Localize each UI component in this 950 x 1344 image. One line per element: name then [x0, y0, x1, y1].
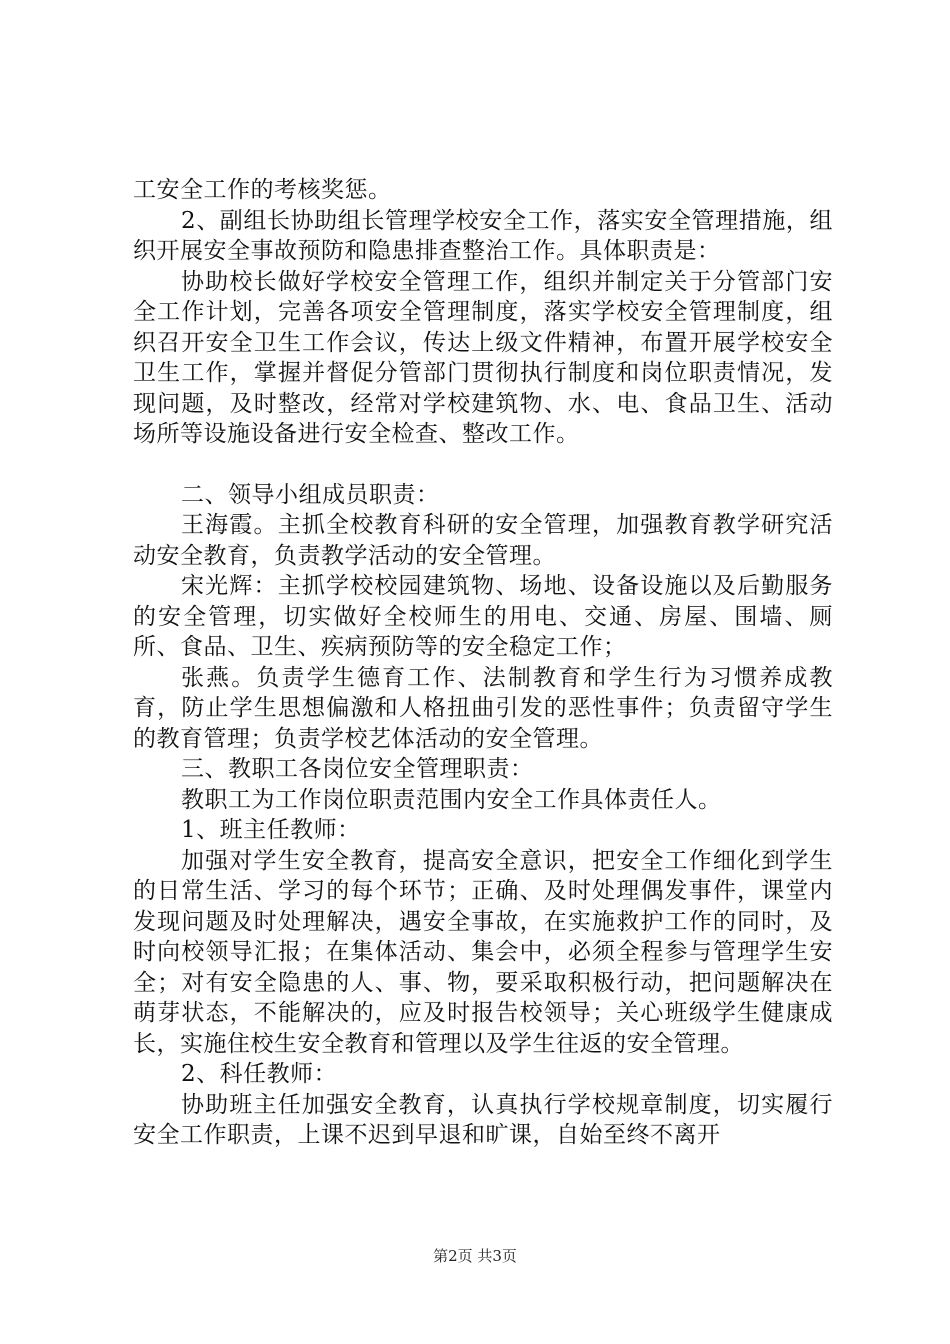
section-heading-leadership: 二、领导小组成员职责：	[181, 481, 440, 508]
paragraph-member-song: 宋光辉：主抓学校校园建筑物、场地、设备设施以及后勤服务的安全管理，切实做好全校师生的用电、交通、房屋、围墙、厕所、食品、卫生、疾病预防等的安全稳定工作；	[133, 573, 833, 660]
subheading-subject-teacher: 2、科任教师：	[181, 1061, 338, 1087]
subheading-class-teacher: 1、班主任教师：	[181, 817, 361, 843]
paragraph-spacer	[133, 450, 833, 480]
document-body	[133, 175, 833, 1151]
paragraph-deputy-leader: 2、副组长协助组长管理学校安全工作，落实安全管理措施，组织开展安全事故预防和隐患排查整治工作。具体职责是：	[133, 207, 833, 264]
paragraph-deputy-duties: 协助校长做好学校安全管理工作，组织并制定关于分管部门安全工作计划，完善各项安全管理制度，落实学校安全管理制度，组织召开安全卫生工作会议，传达上级文件精神，布置开展学校安全卫生工作，掌握并督促分管部门贯彻执行制度和岗位职责情况，发现问题，及时整改，经常对学校建筑物、水、电、食品卫生、活动场所等设施设备进行安全检查、整改工作。	[133, 268, 833, 447]
section-heading-staff: 三、教职工各岗位安全管理职责：	[181, 756, 534, 782]
paragraph-continuation: 工安全工作的考核奖惩。	[133, 177, 392, 203]
paragraph-member-zhang: 张燕。负责学生德育工作、法制教育和学生行为习惯养成教育，防止学生思想偏激和人格扭曲引发的恶性事件；负责留守学生的教育管理；负责学校艺体活动的安全管理。	[133, 664, 833, 752]
page-footer: 第2页 共3页	[433, 1247, 517, 1265]
paragraph-member-wang: 王海霞。主抓全校教育科研的安全管理，加强教育教学研究活动安全教育，负责教学活动的安全管理。	[133, 512, 833, 569]
paragraph-class-teacher-duties: 加强对学生安全教育，提高安全意识，把安全工作细化到学生的日常生活、学习的每个环节；正确、及时处理偶发事件，课堂内发现问题及时处理解决，遇安全事故，在实施救护工作的同时，及时向校领导汇报；在集体活动、集会中，必须全程参与管理学生安全；对有安全隐患的人、事、物，要采取积极行动，把问题解决在萌芽状态，不能解决的，应及时报告校领导；关心班级学生健康成长，实施住校生安全教育和管理以及学生往返的安全管理。	[133, 847, 833, 1057]
paragraph-staff-responsibility: 教职工为工作岗位职责范围内安全工作具体责任人。	[181, 786, 722, 813]
paragraph-subject-teacher-duties: 协助班主任加强安全教育，认真执行学校规章制度，切实履行安全工作职责，上课不迟到早退和旷课，自始至终不离开	[133, 1091, 833, 1148]
